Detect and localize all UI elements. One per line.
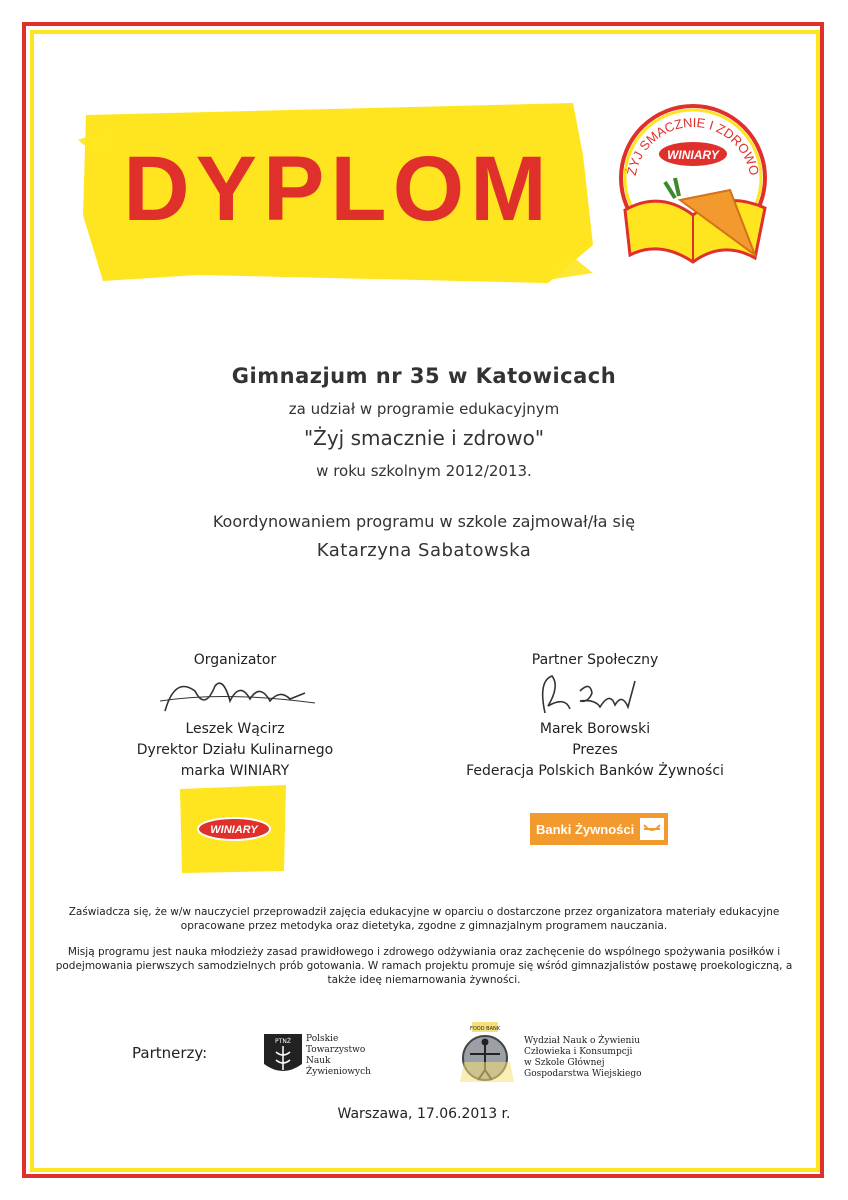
partner-name: Marek Borowski <box>539 721 651 737</box>
ptnz-name <box>306 1034 371 1078</box>
dyplom-title: DYPLOM <box>123 138 553 240</box>
ptnz-abbr: PTNŻ <box>275 1038 291 1045</box>
wnz-sggw-logo <box>452 1022 522 1084</box>
wnz-name <box>524 1036 642 1080</box>
carrot-leaves <box>665 178 679 198</box>
participation-line: za udział w programie edukacyjnym <box>288 400 560 418</box>
partner-role: Partner Społeczny <box>531 652 659 668</box>
wnz-name-line-2: Człowieka i Konsumpcji <box>524 1047 633 1057</box>
mission-note: Misją programu jest nauka młodzieży zasad prawidłowego i zdrowego odżywiania oraz zachęcenie do wspólnego spożywania posiłków i podejmowania pierwszych samodzielnych prób gotowania. W ramach projektu promuje się wśród gimnazjalistów postawę proekologiczną, a także ideę niemarnowania żywności. <box>55 946 793 986</box>
wnz-name-line-1: Wydział Nauk o Żywieniu <box>524 1036 641 1046</box>
coordinator-line: Koordynowaniem programu w szkole zajmował/ła się <box>212 512 636 531</box>
partners-label: Partnerzy: <box>132 1044 208 1062</box>
winiary-logo-text: WINIARY <box>210 824 258 836</box>
signature-block-organizer <box>105 650 365 782</box>
program-name: "Żyj smacznie i zdrowo" <box>303 426 545 450</box>
school-name: Gimnazjum nr 35 w Katowicach <box>231 364 617 388</box>
school-year: w roku szkolnym 2012/2013. <box>316 462 532 480</box>
signature-scribble-right <box>450 671 740 719</box>
logo-arc-text: ŻYJ SMACZNIE I ZDROWO <box>623 114 763 177</box>
wnz-badge-text: FOOD BANK <box>469 1026 501 1032</box>
banki-logo-text: Banki Żywności <box>536 822 635 837</box>
wnz-yellow-base <box>460 1062 514 1082</box>
partner-org: Federacja Polskich Banków Żywności <box>466 763 724 779</box>
ptnz-name-line-4: Żywieniowych <box>306 1067 371 1077</box>
partner-title: Prezes <box>572 742 618 758</box>
vitruvian-head <box>482 1039 489 1046</box>
signature-block-partner <box>450 650 740 782</box>
wnz-name-line-4: Gospodarstwa Wiejskiego <box>524 1069 642 1079</box>
signature-scribble-left <box>105 671 365 719</box>
winiary-badge-text: WINIARY <box>667 148 719 162</box>
attestation-note: Zaświadcza się, że w/w nauczyciel przeprowadził zajęcia edukacyjne w oparciu o dostarczone przez organizatora materiały edukacyjne opracowane przez metodyka oraz dietetyka, zgodne z gimnazjalnym programem nauczania. <box>68 906 780 932</box>
coordinator-name: Katarzyna Sabatowska <box>316 540 532 561</box>
wnz-name-line-3: w Szkole Głównej <box>524 1058 605 1068</box>
program-logo <box>605 90 780 280</box>
banki-zywnosci-logo <box>530 813 668 845</box>
organizer-org: marka WINIARY <box>180 763 290 779</box>
ptnz-name-line-3: Nauk <box>306 1056 331 1066</box>
organizer-name: Leszek Wącirz <box>185 721 285 737</box>
winiary-logo <box>178 785 288 873</box>
organizer-title: Dyrektor Działu Kulinarnego <box>136 742 334 758</box>
ptnz-name-line-2: Towarzystwo <box>306 1045 366 1055</box>
ptnz-name-line-1: Polskie <box>306 1034 339 1044</box>
organizer-role: Organizator <box>193 652 277 668</box>
issue-date: Warszawa, 17.06.2013 r. <box>337 1106 511 1122</box>
dyplom-banner <box>78 95 598 290</box>
